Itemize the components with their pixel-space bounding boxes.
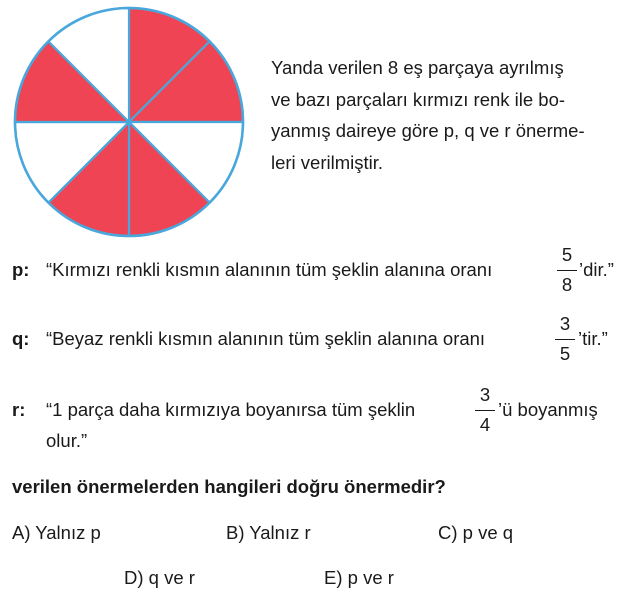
intro-text [271, 52, 623, 178]
statement-suffix: ’tir.” [578, 328, 608, 349]
fraction-numerator: 3 [559, 313, 571, 334]
option-d[interactable]: D) q ve r [124, 567, 195, 588]
question-text: verilen önermelerden hangileri doğru önermedir? [12, 476, 446, 497]
statement-continuation: olur.” [46, 430, 88, 451]
option-b[interactable]: B) Yalnız r [226, 522, 311, 543]
fraction-bar [557, 270, 577, 271]
option-a[interactable]: A) Yalnız p [12, 522, 101, 543]
statement-text: “Kırmızı renkli kısmın alanının tüm şeklin alanına oranı [46, 259, 493, 280]
intro-line: leri verilmiştir. [271, 151, 384, 173]
statement-suffix: ’dir.” [579, 259, 614, 280]
option-c[interactable]: C) p ve q [438, 522, 514, 543]
fraction-bar [475, 410, 495, 411]
statement-suffix: ’ü boyanmış [498, 399, 598, 420]
fraction-denominator: 5 [559, 343, 571, 364]
statement-label: r: [12, 399, 26, 420]
fraction-denominator: 8 [561, 274, 573, 295]
intro-line: yanmış daireye göre p, q ve r önerme- [271, 120, 585, 141]
intro-line: Yanda verilen 8 eş parçaya ayrılmış [271, 57, 564, 78]
fraction-numerator: 3 [479, 384, 491, 405]
statement-label: q: [12, 328, 30, 349]
fraction-numerator: 5 [561, 244, 573, 265]
fraction-denominator: 4 [479, 414, 491, 435]
divided-circle-figure [0, 0, 260, 252]
statement-text: “1 parça daha kırmızıya boyanırsa tüm şeklin [46, 399, 416, 420]
fraction-bar [555, 339, 575, 340]
intro-line: ve bazı parçaları kırmızı renk ile bo- [271, 88, 566, 110]
statement-text: “Beyaz renkli kısmın alanının tüm şeklin alanına oranı [46, 328, 486, 349]
statement-label: p: [12, 259, 30, 280]
option-e[interactable]: E) p ve r [324, 567, 394, 588]
